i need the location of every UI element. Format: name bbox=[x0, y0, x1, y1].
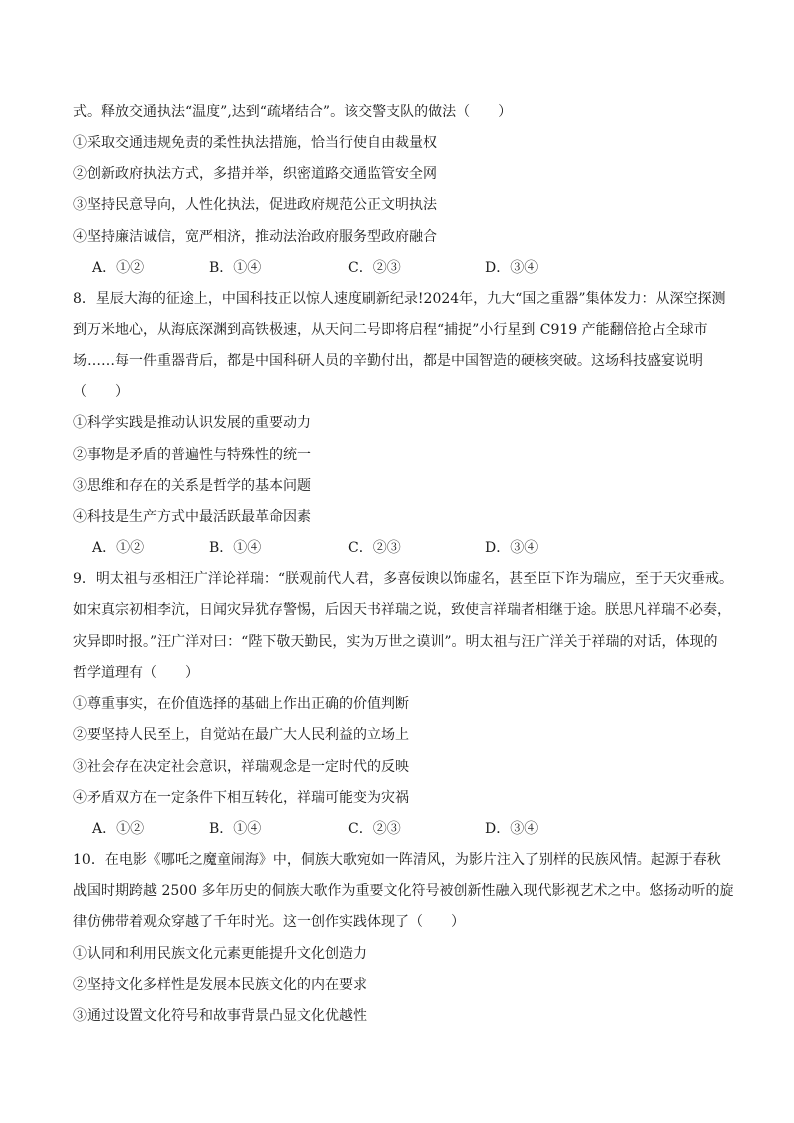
q8-option-b[interactable]: B．①④ bbox=[209, 540, 262, 556]
q8-option-d[interactable]: D．③④ bbox=[485, 540, 539, 556]
q9-stem-line-2: 如宋真宗初相李沆，日闻灾异犹存警惕，后因天书祥瑞之说，致使言祥瑞者相继于途。朕思凡祥瑞不必奏， bbox=[73, 602, 731, 618]
q10-statement-2: ②坚持文化多样性是发展本民族文化的内在要求 bbox=[73, 977, 367, 993]
q9-stem-line-4: 哲学道理有（ ） bbox=[73, 665, 199, 681]
q9-statement-1: ①尊重事实，在价值选择的基础上作出正确的价值判断 bbox=[73, 696, 409, 712]
q8-stem-line-3: 场……每一件重器背后，都是中国科研人员的辛勤付出，都是中国智造的硬核突破。这场科技盛宴说明 bbox=[73, 353, 703, 369]
q8-option-c[interactable]: C．②③ bbox=[348, 540, 401, 556]
q8-statement-4: ④科技是生产方式中最活跃最革命因素 bbox=[73, 509, 311, 525]
q9-stem-line-3: 灾异即时报。”汪广洋对曰：“陛下敬天勤民，实为万世之谟训”。明太祖与汪广洋关于祥瑞的对话，体现的 bbox=[73, 634, 718, 650]
q9-option-c[interactable]: C．②③ bbox=[348, 821, 401, 837]
q9-statement-3: ③社会存在决定社会意识，祥瑞观念是一定时代的反映 bbox=[73, 759, 409, 775]
q7-statement-1: ①采取交通违规免责的柔性执法措施，恰当行使自由裁量权 bbox=[73, 135, 437, 151]
q7-statement-4: ④坚持廉洁诚信，宽严相济，推动法治政府服务型政府融合 bbox=[73, 229, 437, 245]
q9-option-b[interactable]: B．①④ bbox=[209, 821, 262, 837]
q9-stem-line-1: 9．明太祖与丞相汪广洋论祥瑞：“朕观前代人君，多喜佞谀以饰虚名，甚至臣下诈为瑞应，至于天灾垂戒。 bbox=[73, 571, 734, 587]
q8-stem-line-2: 到万米地心，从海底深渊到高铁极速，从天问二号即将启程“捕捉”小行星到 C919 产能翻倍抢占全球市 bbox=[73, 322, 708, 338]
q10-stem-line-3: 律仿佛带着观众穿越了千年时光。这一创作实践体现了（ ） bbox=[73, 914, 465, 930]
q7-stem-tail: 式。释放交通执法“温度”,达到“疏堵结合”。该交警支队的做法（ ） bbox=[73, 104, 513, 120]
q8-statement-1: ①科学实践是推动认识发展的重要动力 bbox=[73, 415, 311, 431]
q7-option-a[interactable]: A．①② bbox=[92, 260, 145, 276]
q7-options bbox=[92, 258, 612, 278]
q9-statement-2: ②要坚持人民至上，自觉站在最广大人民利益的立场上 bbox=[73, 727, 409, 743]
q10-statement-3: ③通过设置文化符号和故事背景凸显文化优越性 bbox=[73, 1008, 367, 1024]
q8-option-a[interactable]: A．①② bbox=[92, 540, 145, 556]
q9-statement-4: ④矛盾双方在一定条件下相互转化，祥瑞可能变为灾祸 bbox=[73, 790, 409, 806]
q9-option-d[interactable]: D．③④ bbox=[485, 821, 539, 837]
q10-statement-1: ①认同和利用民族文化元素更能提升文化创造力 bbox=[73, 946, 367, 962]
q8-options bbox=[92, 538, 612, 558]
q7-statement-2: ②创新政府执法方式，多措并举，织密道路交通监管安全网 bbox=[73, 166, 437, 182]
q9-option-a[interactable]: A．①② bbox=[92, 821, 145, 837]
q7-option-b[interactable]: B．①④ bbox=[209, 260, 262, 276]
q8-stem-line-1: 8．星辰大海的征途上，中国科技正以惊人速度刷新纪录!2024年，九大“国之重器”集体发力：从深空探测 bbox=[73, 291, 726, 307]
q7-option-c[interactable]: C．②③ bbox=[348, 260, 401, 276]
q7-option-d[interactable]: D．③④ bbox=[485, 260, 539, 276]
q7-statement-3: ③坚持民意导向，人性化执法，促进政府规范公正文明执法 bbox=[73, 197, 437, 213]
q10-stem-line-1: 10．在电影《哪吒之魔童闹海》中，侗族大歌宛如一阵清风，为影片注入了别样的民族风情。起源于春秋 bbox=[73, 852, 721, 868]
q8-stem-line-4: （ ） bbox=[73, 384, 129, 400]
q8-statement-3: ③思维和存在的关系是哲学的基本问题 bbox=[73, 478, 311, 494]
q10-stem-line-2: 战国时期跨越 2500 多年历史的侗族大歌作为重要文化符号被创新性融入现代影视艺术之中。悠扬动听的旋 bbox=[73, 883, 734, 899]
q8-statement-2: ②事物是矛盾的普遍性与特殊性的统一 bbox=[73, 447, 311, 463]
q9-options bbox=[92, 819, 612, 839]
